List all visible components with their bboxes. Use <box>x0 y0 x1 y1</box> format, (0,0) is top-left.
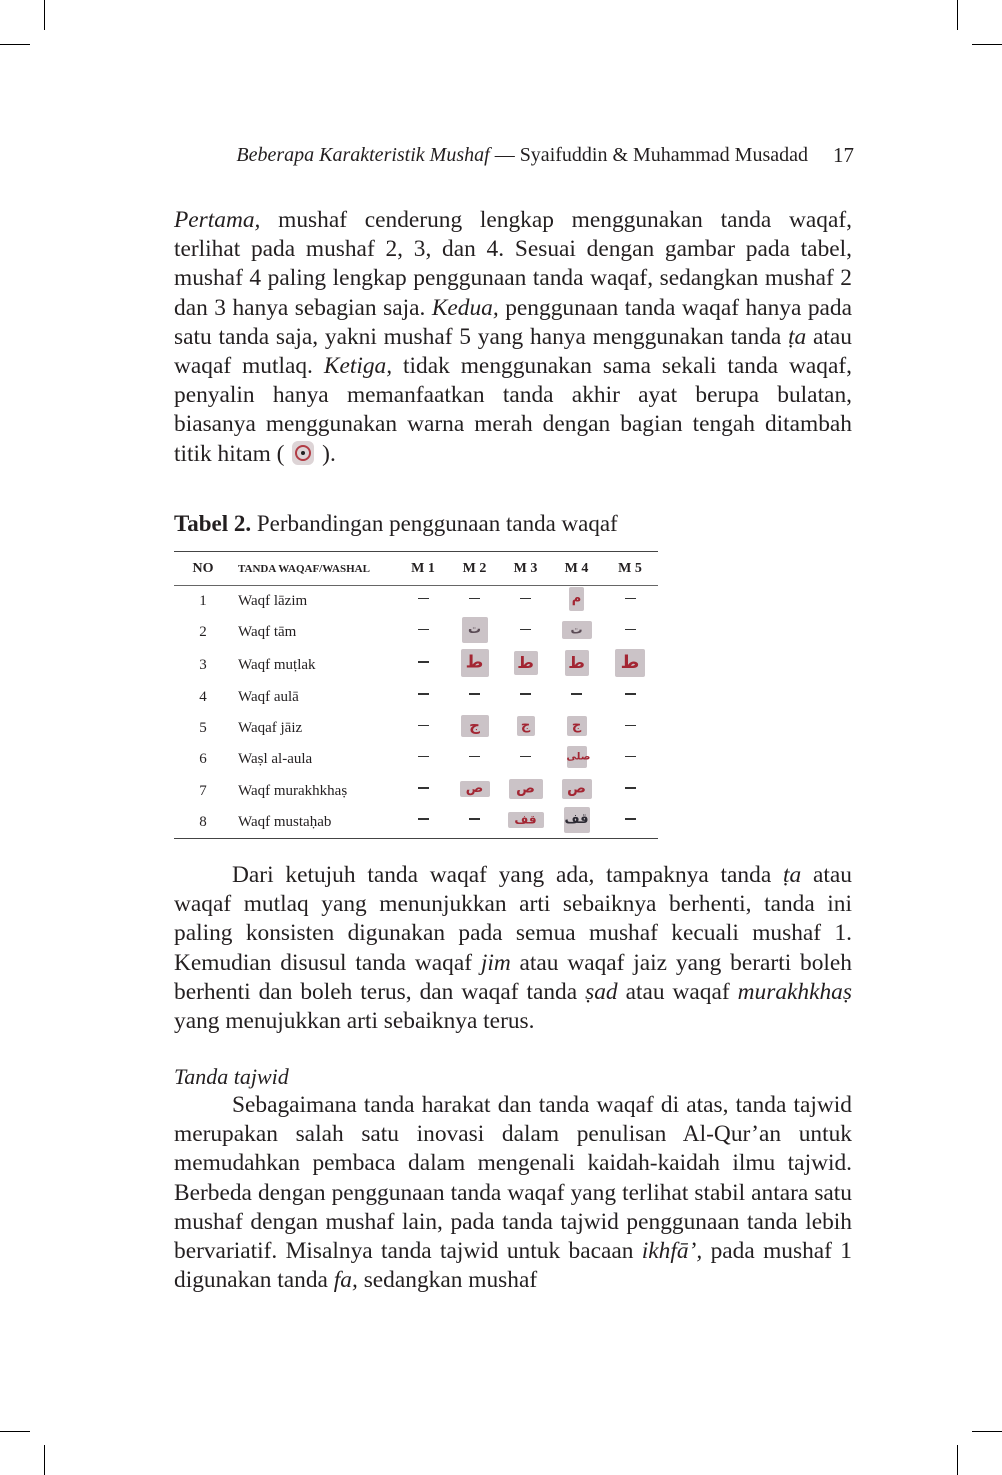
waqf-mutlak-mark <box>514 651 538 675</box>
row-number: 3 <box>199 656 207 673</box>
section-title: Tanda tajwid <box>174 1064 289 1089</box>
dash <box>418 725 429 727</box>
row-number: 7 <box>199 782 207 799</box>
cell-empty <box>602 617 658 648</box>
table-caption-label: Tabel 2. <box>174 511 252 536</box>
cell-empty <box>397 744 449 775</box>
table-row <box>174 713 658 744</box>
emphasis: ṣad <box>585 978 618 1005</box>
waqf-tam-mark <box>462 617 488 643</box>
waqf-glyph: صلى <box>566 751 591 763</box>
waqf-mustahab-mark <box>564 807 590 833</box>
dash <box>625 818 636 820</box>
dash <box>625 725 636 727</box>
running-header <box>174 141 854 169</box>
text-run: Dari ketujuh tanda waqaf yang ada, tampaknya tanda <box>232 862 784 888</box>
row-number: 2 <box>199 624 207 641</box>
text-run: penggunaan tanda waqaf hanya pada satu tanda saja, yakni mushaf 5 yang hanya menggunakan tanda <box>174 294 852 350</box>
text-run: sedangkan mushaf <box>357 1267 538 1294</box>
waqf-glyph: ج <box>571 718 582 734</box>
emphasis: fa, <box>333 1267 358 1294</box>
dash <box>469 693 480 695</box>
emphasis: ikhfā’, <box>641 1238 703 1265</box>
cell-mark <box>551 713 602 744</box>
waqf-glyph: م <box>571 591 582 607</box>
cell-empty <box>397 807 449 839</box>
cell-mark <box>602 649 658 682</box>
waqf-glyph: ج <box>469 716 480 735</box>
waqf-jaiz-mark <box>461 715 489 737</box>
cell-empty <box>602 744 658 775</box>
waqf-glyph: ص <box>465 780 484 796</box>
table-row <box>174 775 658 806</box>
text-run: yang menujukkan arti sebaiknya terus. <box>174 1008 535 1035</box>
table-header-row <box>174 552 658 586</box>
crop-mark <box>972 44 1002 45</box>
text-run: Sebagaimana tanda harakat dan tanda waqaf di atas, tanda tajwid merupakan salah satu inovasi dalam penulisan Al-Qur’an untuk memudahkan pembaca dalam mengenali kaidah-kaidah ilmu tajwid. Berbeda dengan penggunaan tanda waqaf yang terlihat stabil antara satu mushaf dengan mushaf lain, pada tanda tajwid penggunaan tanda lebih bervariatif. Misalnya tanda tajwid untuk bacaan <box>174 1092 852 1265</box>
cell-mark <box>449 775 500 806</box>
row-name: Waqf muṭlak <box>238 656 316 673</box>
waqf-mustahab-mark <box>508 812 544 828</box>
wasl-al-aula-mark <box>566 746 591 768</box>
waqf-mutlak-mark <box>565 650 589 676</box>
text-run: atau waqaf mutlaq. <box>174 323 853 380</box>
waqf-glyph: ت <box>570 623 583 638</box>
paragraph-1 <box>174 206 852 469</box>
table-row <box>174 586 658 618</box>
cell-empty <box>500 617 551 648</box>
dash <box>625 756 636 758</box>
cell-mark <box>551 807 602 839</box>
cell-empty <box>602 775 658 806</box>
dash <box>520 756 531 758</box>
running-title <box>236 141 808 169</box>
table-row <box>174 744 658 775</box>
dash <box>418 629 429 631</box>
crop-mark <box>44 0 45 30</box>
text-run: atau waqaf jaiz yang berarti boleh berhenti dan boleh terus, dan waqaf tanda <box>174 949 852 1005</box>
text-run: mushaf cenderung lengkap menggunakan tanda waqaf, terlihat pada mushaf 2, 3, dan 4. Sesuai dengan gambar pada tabel, mushaf 4 paling lengkap penggunaan tanda waqaf, sedangkan mushaf 2 dan 3 hanya sebagian saja. <box>174 207 852 321</box>
table-row <box>174 807 658 839</box>
row-name: Waqf murakhkhaṣ <box>238 782 348 799</box>
emphasis: ṭa <box>788 323 807 350</box>
ayah-end-circle-icon <box>292 441 314 465</box>
page-number: 17 <box>833 143 854 167</box>
cell-mark <box>449 649 500 682</box>
row-number: 5 <box>199 720 207 737</box>
cell-mark <box>551 775 602 806</box>
dash <box>418 787 429 789</box>
cell-empty <box>602 713 658 744</box>
cell-empty <box>397 713 449 744</box>
text-run: atau waqaf <box>617 978 738 1005</box>
cell-mark <box>551 617 602 648</box>
column-header: M 3 <box>500 552 551 586</box>
cell-empty <box>449 586 500 618</box>
waqaf-table <box>174 551 658 839</box>
waqf-glyph: قف <box>564 812 589 828</box>
dash <box>469 818 480 820</box>
waqf-tam-mark <box>562 621 592 639</box>
text-run: ). <box>322 440 336 467</box>
row-name: Waṣl al-aula <box>238 751 313 768</box>
cell-empty <box>602 586 658 618</box>
waqf-glyph: ت <box>467 622 482 638</box>
table-caption-text: Perbandingan penggunaan tanda waqaf <box>251 511 618 536</box>
waqf-glyph: قف <box>514 812 537 827</box>
row-number: 8 <box>199 813 207 830</box>
text-run: atau waqaf mutlaq yang menunjukkan arti sebaiknya berhenti, tanda ini paling konsisten digunakan pada semua mushaf kecuali mushaf 1. Kemudian disusul tanda waqaf <box>174 862 852 976</box>
row-name: Waqf mustaḥab <box>238 813 332 830</box>
waqf-murakhkhas-mark <box>460 781 490 797</box>
dash <box>469 756 480 758</box>
cell-mark <box>551 649 602 682</box>
emphasis: jim <box>480 949 511 976</box>
cell-mark <box>551 586 602 618</box>
emphasis: Kedua, <box>431 294 499 321</box>
emphasis: Ketiga, <box>323 353 393 380</box>
row-name: Waqf tām <box>238 624 297 641</box>
waqf-glyph: ط <box>568 652 585 672</box>
header-title: Beberapa Karakteristik Mushaf <box>236 144 490 166</box>
column-header: NO <box>174 552 232 586</box>
waqf-glyph: ص <box>567 780 586 797</box>
dash <box>418 693 429 695</box>
column-header: M 1 <box>397 552 449 586</box>
cell-empty <box>449 807 500 839</box>
dash <box>625 598 636 600</box>
row-number: 6 <box>199 751 207 768</box>
waqf-jaiz-mark <box>567 716 587 736</box>
crop-mark <box>0 44 30 45</box>
emphasis: murakhkhaṣ <box>737 978 852 1005</box>
cell-empty <box>397 682 449 713</box>
text-run: tidak menggunakan sama sekali tanda waqaf, penyalin hanya memanfaatkan tanda akhir ayat berupa bulatan, biasanya menggunakan warna merah dengan bagian tengah ditambah titik hitam ( <box>174 353 852 467</box>
table-caption <box>174 509 618 539</box>
column-header: M 5 <box>602 552 658 586</box>
cell-empty <box>551 682 602 713</box>
table-row <box>174 682 658 713</box>
crop-mark <box>957 0 958 30</box>
cell-empty <box>397 649 449 682</box>
cell-mark <box>449 713 500 744</box>
cell-mark <box>449 617 500 648</box>
crop-mark <box>44 1445 45 1475</box>
waqf-murakhkhas-mark <box>509 779 543 799</box>
row-number: 4 <box>199 688 207 705</box>
waqf-glyph: ط <box>620 651 640 673</box>
dash <box>418 756 429 758</box>
text-run: pada mushaf 1 digunakan tanda <box>174 1238 852 1294</box>
cell-mark <box>551 744 602 775</box>
cell-mark <box>500 649 551 682</box>
waqf-mutlak-mark <box>461 649 489 677</box>
cell-mark <box>500 775 551 806</box>
dash <box>625 787 636 789</box>
crop-mark <box>972 1431 1002 1432</box>
cell-empty <box>397 775 449 806</box>
crop-mark <box>957 1445 958 1475</box>
paragraph-2 <box>174 861 852 1036</box>
waqf-glyph: ج <box>520 718 531 734</box>
emphasis: ṭa <box>783 862 802 888</box>
crop-mark <box>0 1431 30 1432</box>
dash <box>418 661 429 663</box>
cell-empty <box>500 744 551 775</box>
waqf-jaiz-mark <box>517 716 535 736</box>
dash <box>520 598 531 600</box>
cell-mark <box>500 713 551 744</box>
cell-empty <box>449 682 500 713</box>
row-name: Waqf lāzim <box>238 593 308 610</box>
dash <box>520 693 531 695</box>
waqf-glyph: ط <box>465 652 484 673</box>
waqf-lazim-mark <box>569 587 584 611</box>
cell-empty <box>500 586 551 618</box>
table-row <box>174 649 658 682</box>
waqf-glyph: ط <box>517 652 534 672</box>
cell-empty <box>449 744 500 775</box>
waqf-murakhkhas-mark <box>562 779 592 799</box>
row-number: 1 <box>199 593 207 610</box>
row-name: Waqaf jāiz <box>238 720 303 737</box>
row-name: Waqf aulā <box>238 688 299 705</box>
paragraph-3 <box>174 1091 852 1295</box>
waqf-mutlak-mark <box>615 649 645 677</box>
emphasis: Pertama, <box>174 207 261 233</box>
cell-empty <box>500 682 551 713</box>
dash <box>418 598 429 600</box>
cell-empty <box>397 586 449 618</box>
cell-empty <box>602 682 658 713</box>
table-row <box>174 617 658 648</box>
cell-mark <box>500 807 551 839</box>
dash <box>571 693 582 695</box>
column-header: M 4 <box>551 552 602 586</box>
dash <box>520 629 531 631</box>
cell-empty <box>602 807 658 839</box>
dash <box>469 598 480 600</box>
dash <box>625 693 636 695</box>
waqf-glyph: ص <box>516 780 535 797</box>
header-authors: — Syaifuddin & Muhammad Musadad <box>494 144 808 166</box>
dash <box>418 818 429 820</box>
column-header: M 2 <box>449 552 500 586</box>
cell-empty <box>397 617 449 648</box>
dash <box>625 629 636 631</box>
column-header: TANDA WAQAF/WASHAL <box>232 552 397 586</box>
